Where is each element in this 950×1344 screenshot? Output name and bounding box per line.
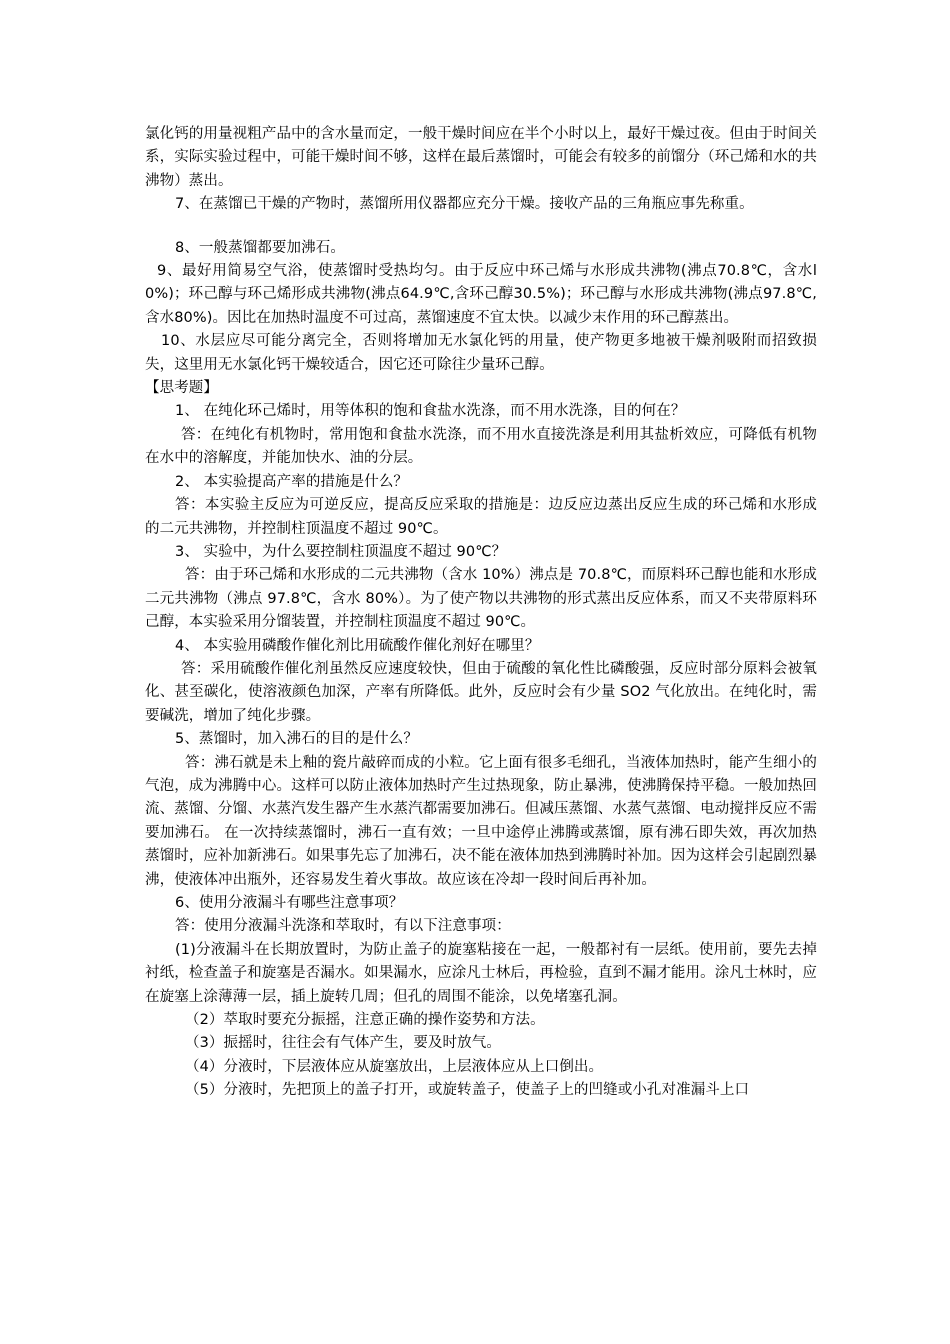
question-2: 2、 本实验提高产率的措施是什么？ <box>175 473 409 490</box>
section-heading-questions: 【思考题】 <box>145 380 218 397</box>
question-5: 5、蒸馏时，加入沸石的目的是什么？ <box>175 731 418 748</box>
answer-6-intro: 答：使用分液漏斗洗涤和萃取时，有以下注意事项： <box>175 918 511 935</box>
blank-line <box>145 217 817 237</box>
note-10: 10、水层应尽可能分离完全，否则将增加无水氯化钙的用量，使产物更多地被干燥剂吸附而招致损失，这里用无水氯化钙干燥较适合，因它还可除往少量环己醇。 <box>145 333 817 373</box>
answer-4: 答：采用硫酸作催化剂虽然反应速度较快，但由于硫酸的氧化性比磷酸强，反应时部分原料会被氧化、甚至碳化，使溶液颜色加深，产率有所降低。此外，反应时会有少量 SO2 气化放出。在纯化时，需要碱洗，增加了纯化步骤。 <box>145 660 817 724</box>
question-6: 6、使用分液漏斗有哪些注意事项？ <box>175 895 404 911</box>
answer-6-item-5: （5）分液时，先把顶上的盖子打开，或旋转盖子，使盖子上的凹缝或小孔对准漏斗上口 <box>185 1082 750 1099</box>
answer-6-item-3: （3）振摇时，往往会有气体产生，要及时放气。 <box>185 1035 501 1052</box>
question-4: 4、 本实验用磷酸作催化剂比用硫酸作催化剂好在哪里？ <box>175 637 540 654</box>
question-3: 3、 实验中，为什么要控制柱顶温度不超过 90℃？ <box>175 543 507 560</box>
document-body <box>145 123 817 1103</box>
paragraph-calcium-chloride: 氯化钙的用量视粗产品中的含水量而定，一般干燥时间应在半个小时以上，最好干燥过夜。但由于时间关系，实际实验过程中，可能干燥时间不够，这样在最后蒸馏时，可能会有较多的前馏分（环己烯和水的共沸物）蒸出。 <box>145 126 817 189</box>
note-7: 7、在蒸馏已干燥的产物时，蒸馏所用仪器都应充分干燥。接收产品的三角瓶应事先称重。 <box>175 196 754 213</box>
answer-3: 答：由于环己烯和水形成的二元共沸物（含水 10%）沸点是 70.8℃，而原料环己醇也能和水形成二元共沸物（沸点 97.8℃，含水 80%）。为了使产物以共沸物的形式蒸出反应体系，而又不夹带原料环己醇，本实验采用分馏装置，并控制柱顶温度不超过 90℃。 <box>145 567 817 631</box>
question-1: 1、 在纯化环己烯时，用等体积的饱和食盐水洗涤，而不用水洗涤，目的何在？ <box>175 403 686 420</box>
answer-6-item-4: （4）分液时，下层液体应从旋塞放出，上层液体应从上口倒出。 <box>185 1058 604 1075</box>
answer-2: 答：本实验主反应为可逆反应，提高反应采取的措施是：边反应边蒸出反应生成的环己烯和水形成的二元共沸物，并控制柱顶温度不超过 90℃。 <box>145 497 817 537</box>
answer-6-item-1: (1)分液漏斗在长期放置时，为防止盖子的旋塞粘接在一起，一般都衬有一层纸。使用前，要先去掉衬纸，检查盖子和旋塞是否漏水。如果漏水，应涂凡士林后，再检验，直到不漏才能用。涂凡士林时，应在旋塞上涂薄薄一层，插上旋转几周；但孔的周围不能涂，以免堵塞孔洞。 <box>145 941 817 1005</box>
note-9: 9、最好用简易空气浴，使蒸馏时受热均匀。由于反应中环己烯与水形成共沸物(沸点70.8℃，含水l0%)；环己醇与环己烯形成共沸物(沸点64.9℃,含环己醇30.5%)；环己醇与水形成共沸物(沸点97.8℃,含水80%)。因比在加热时温度不可过高，蒸馏速度不宜太快。以减少末作用的环己醇蒸出。 <box>145 263 817 326</box>
answer-6-item-2: （2）萃取时要充分振摇，注意正确的操作姿势和方法。 <box>185 1012 545 1029</box>
answer-1: 答：在纯化有机物时，常用饱和食盐水洗涤，而不用水直接洗涤是利用其盐析效应，可降低有机物在水中的溶解度，并能加快水、油的分层。 <box>145 426 817 467</box>
note-8: 8、一般蒸馏都要加沸石。 <box>175 239 345 256</box>
answer-5: 答：沸石就是未上釉的瓷片敲碎而成的小粒。它上面有很多毛细孔，当液体加热时，能产生细小的气泡，成为沸腾中心。这样可以防止液体加热时产生过热现象，防止暴沸，使沸腾保持平稳。一般加热回流、蒸馏、分馏、水蒸汽发生器产生水蒸汽都需要加沸石。但减压蒸馏、水蒸气蒸馏、电动搅拌反应不需要加沸石。 在一次持续蒸馏时，沸石一直有效；一旦中途停止沸腾或蒸馏，原有沸石即失效，再次加热蒸馏时，应补加新沸石。如果事先忘了加沸石，决不能在液体加热到沸腾时补加。因为这样会引起剧烈暴沸，使液体冲出瓶外，还容易发生着火事故。故应该在冷却一段时间后再补加。 <box>145 754 817 888</box>
